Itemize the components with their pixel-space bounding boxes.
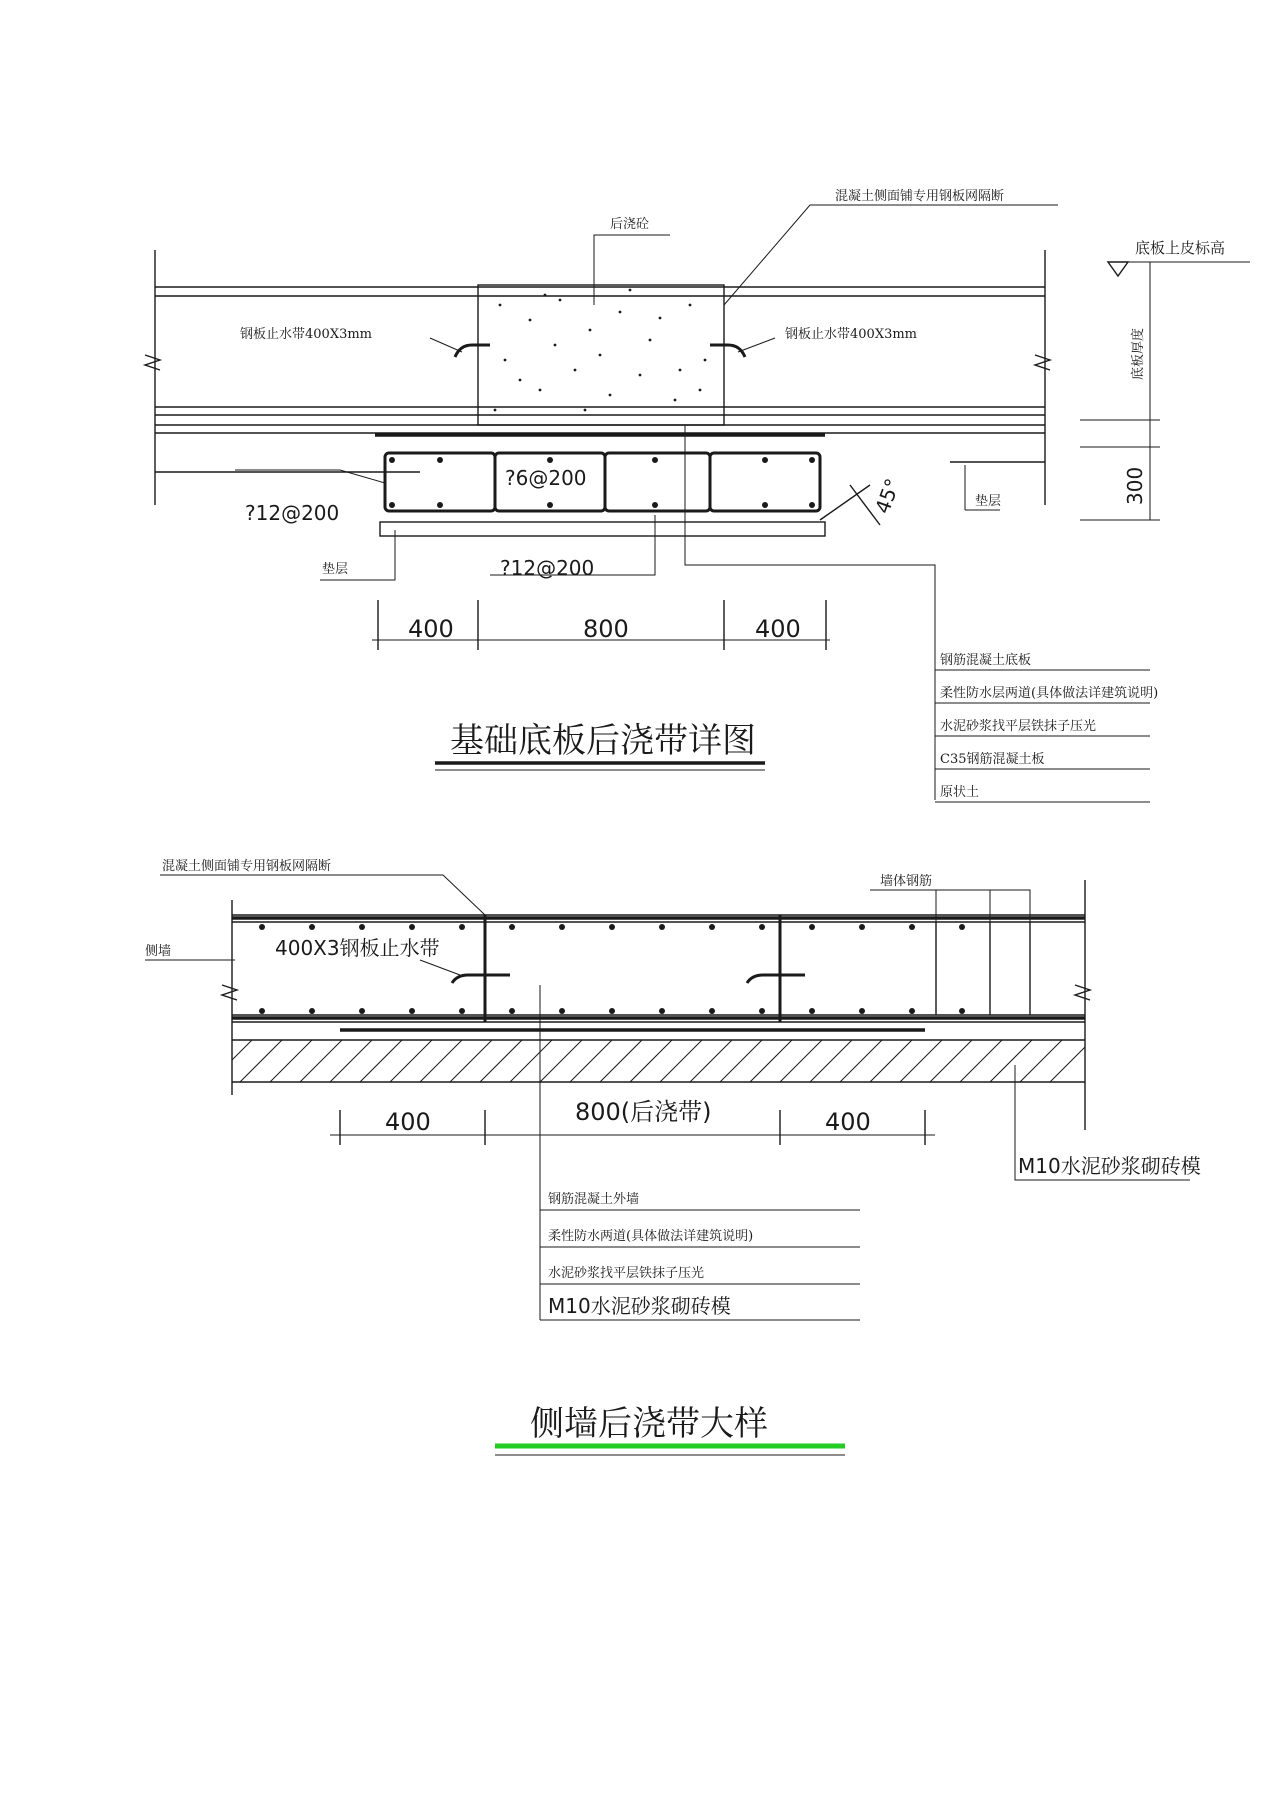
label-rebar-left: ?12@200 [245,501,340,525]
label-cushion-left: 垫层 [322,562,349,577]
wall-dim-400-left: 400 [385,1108,431,1136]
wall-dim-800: 800(后浇带) [575,1098,712,1126]
layer-3: 水泥砂浆找平层铁抹子压光 [940,719,1097,734]
label-stirrup: ?6@200 [505,466,587,490]
label-top-elevation: 底板上皮标高 [1135,239,1226,257]
brick-mold-hatch [232,1040,1085,1082]
layer-1: 钢筋混凝土底板 [940,653,1032,668]
wall-layer-2: 柔性防水两道(具体做法详建筑说明) [548,1229,754,1244]
wall-waterstop-left-icon [452,975,510,983]
label-waterstop-left: 钢板止水带400X3mm [240,327,372,342]
concrete-speckle [494,289,707,412]
wall-layer-4: M10水泥砂浆砌砖模 [548,1294,731,1318]
dim-400-left: 400 [408,615,454,643]
dim-800: 800 [583,615,629,643]
layer-5: 原状土 [940,785,980,800]
label-rebar-bottom: ?12@200 [500,556,595,580]
wall-layer-1: 钢筋混凝土外墙 [548,1192,640,1207]
label-mesh-block-top: 混凝土侧面铺专用钢板网隔断 [835,189,1005,204]
label-cushion-right: 垫层 [975,494,1002,509]
label-wall-waterstop: 400X3钢板止水带 [275,936,440,960]
wall-layer-3: 水泥砂浆找平层铁抹子压光 [548,1266,705,1281]
label-brick-mold: M10水泥砂浆砌砖模 [1018,1154,1201,1178]
layer-4: C35钢筋混凝土板 [940,752,1045,767]
detail2-title: 侧墙后浇带大样 [530,1404,768,1444]
label-mesh-block: 混凝土侧面铺专用钢板网隔断 [162,859,332,874]
detail1-title: 基础底板后浇带详图 [450,721,756,761]
layer-2: 柔性防水层两道(具体做法详建筑说明) [940,686,1159,701]
label-wall-rebar: 墙体钢筋 [880,874,933,889]
label-waterstop-right: 钢板止水带400X3mm [785,327,917,342]
dim-400-right: 400 [755,615,801,643]
label-post-pour-concrete: 后浇砼 [610,217,650,232]
label-side-wall: 侧墙 [145,944,172,959]
wall-dim-400-right: 400 [825,1108,871,1136]
label-slab-thickness: 底板厚度 [1131,327,1146,380]
label-angle: 45° [870,475,905,517]
dim-300: 300 [1123,466,1147,505]
wall-waterstop-right-icon [747,975,805,983]
